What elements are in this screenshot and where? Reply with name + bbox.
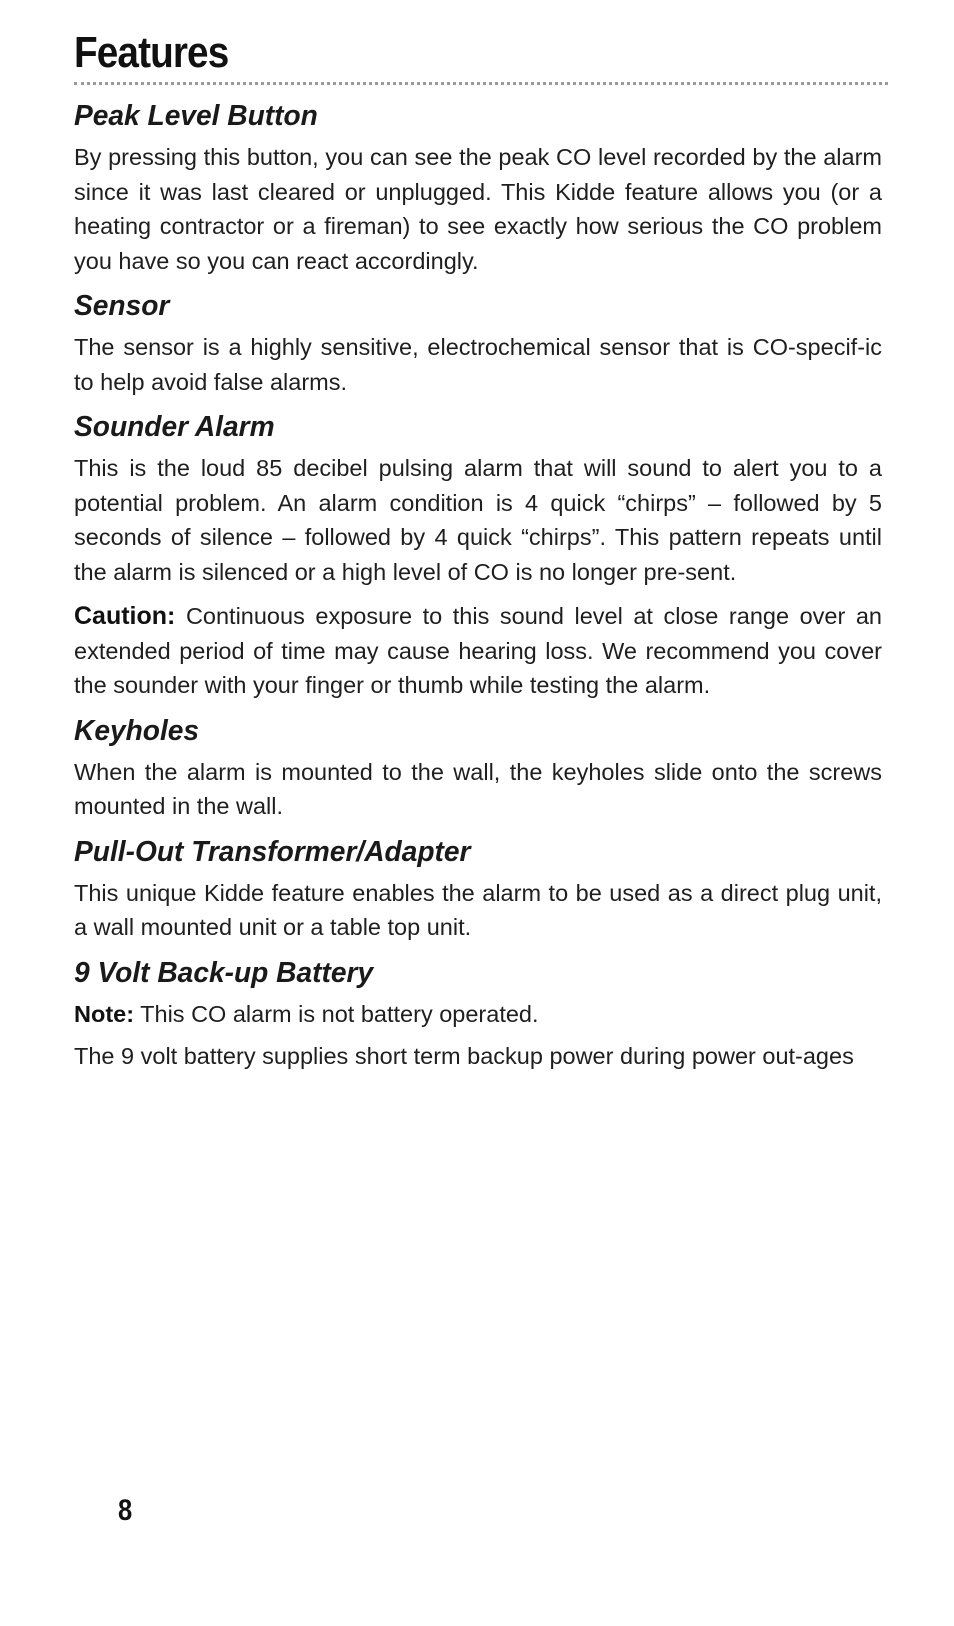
- section-body: The sensor is a highly sensitive, electrochemical sensor that is CO-specif-ic to help avoid false alarms.: [74, 334, 882, 395]
- caution-paragraph: [74, 599, 882, 703]
- section-body: When the alarm is mounted to the wall, the keyholes slide onto the screws mounted in the wall.: [74, 758, 882, 819]
- section-sensor: [74, 288, 882, 399]
- section-pull-out-transformer: [74, 834, 882, 945]
- section-backup-battery: [74, 955, 882, 1074]
- page-title: Features: [74, 28, 229, 77]
- title-divider: [74, 82, 888, 85]
- note-paragraph: [74, 997, 882, 1032]
- section-heading: Pull-Out Transformer/Adapter: [74, 835, 471, 868]
- section-sounder-alarm: [74, 409, 882, 703]
- section-heading: Sounder Alarm: [74, 411, 275, 443]
- features-content: [74, 98, 882, 1084]
- section-peak-level-button: [74, 98, 882, 278]
- note-text: This CO alarm is not battery operated.: [140, 1000, 539, 1027]
- section-body: The 9 volt battery supplies short term backup power during power out-ages: [74, 1043, 854, 1069]
- caution-label: Caution:: [74, 602, 176, 630]
- section-heading: Sensor: [74, 290, 170, 322]
- section-body: By pressing this button, you can see the peak CO level recorded by the alarm since it was last cleared or unplugged. This Kidde feature allows you (or a heating contractor or a fireman) to see exactly how serious the CO problem you have so you can react accordingly.: [74, 144, 882, 274]
- page-number: 8: [118, 1494, 133, 1527]
- section-heading: Keyholes: [74, 714, 200, 747]
- section-keyholes: [74, 713, 882, 824]
- caution-text: Continuous exposure to this sound level at close range over an extended period of time may cause hearing loss. We recommend you cover the sounder with your finger or thumb while testing the alarm.: [74, 603, 883, 698]
- section-heading: 9 Volt Back-up Battery: [74, 956, 374, 989]
- section-heading: Peak Level Button: [74, 100, 318, 132]
- section-body: This is the loud 85 decibel pulsing alarm that will sound to alert you to a potential problem. An alarm condition is 4 quick “chirps” – followed by 5 seconds of silence – followed by 4 quick “chirps”. This pattern repeats until the alarm is silenced or a high level of CO is no longer pre-sent.: [74, 455, 882, 585]
- note-label: Note:: [74, 1000, 135, 1027]
- section-body: This unique Kidde feature enables the alarm to be used as a direct plug unit, a wall mounted unit or a table top unit.: [74, 879, 882, 940]
